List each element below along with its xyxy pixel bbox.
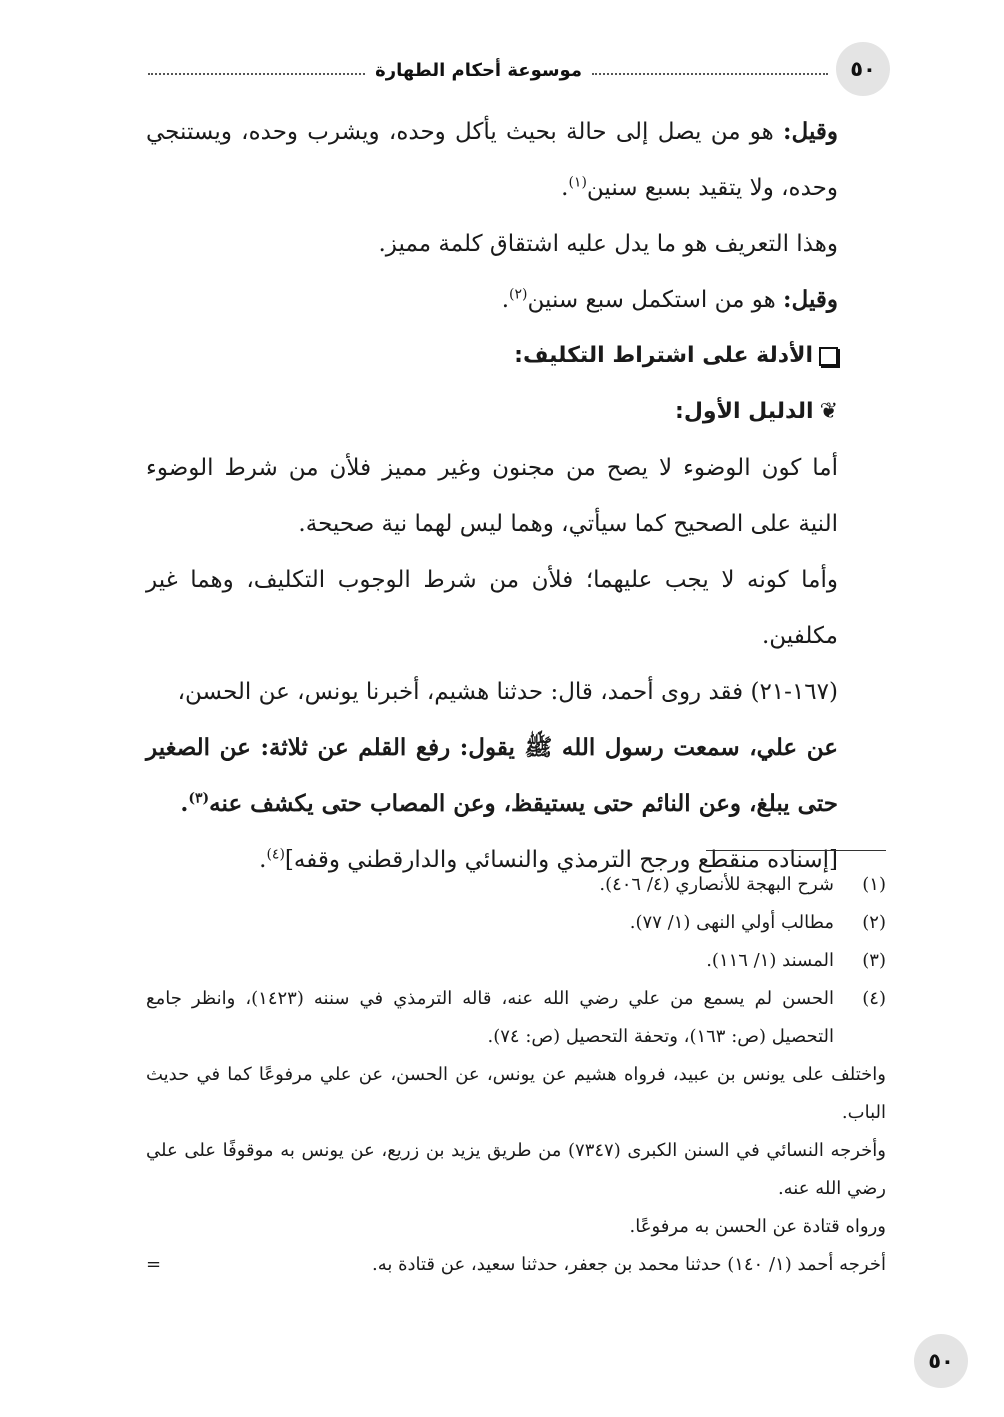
paragraph-definition-1: وقيل: هو من يصل إلى حالة بحيث يأكل وحده، ويشرب وحده، ويستنجي وحده، ولا يتقيد بسبع سنين$^{(١)}$. bbox=[146, 118, 838, 201]
paragraph-label: وقيل: bbox=[783, 286, 838, 313]
header-line bbox=[148, 58, 828, 82]
subsection-heading-text: الدليل الأول: bbox=[675, 399, 814, 424]
leaf-ornament-icon: ❦ bbox=[819, 399, 838, 424]
grading-text: [إسناده منقطع ورجح الترمذي والنسائي والدارقطني وقفه] bbox=[284, 847, 838, 873]
running-header bbox=[148, 42, 890, 96]
footnote-text: مطالب أولي النهى (١/ ٧٧). bbox=[629, 912, 834, 933]
footnote-text: الحسن لم يسمع من علي رضي الله عنه، قاله الترمذي في سننه (١٤٢٣)، وانظر جامع التحصيل (ص: ١٦٣)، وتحفة التحصيل (ص: ٧٤). bbox=[146, 988, 834, 1047]
footnote-continuation: أخرجه أحمد (١/ ١٤٠) حدثنا محمد بن جعفر، حدثنا سعيد، عن قتادة به. bbox=[371, 1254, 886, 1275]
paragraph-definition-2: وقيل: هو من استكمل سبع سنين$^{(٢)}$. bbox=[501, 286, 838, 313]
header-dots-left bbox=[148, 73, 365, 75]
footnote-separator bbox=[706, 850, 886, 851]
footnote-continuation: واختلف على يونس بن عبيد، فرواه هشيم عن يونس، عن الحسن، عن علي مرفوعًا كما في حديث الباب. bbox=[146, 1064, 886, 1123]
bottom-page-number-badge: ٥٠ bbox=[914, 1334, 968, 1388]
subsection-heading bbox=[146, 384, 886, 440]
footnote-continuation: ورواه قتادة عن الحسن به مرفوعًا. bbox=[629, 1216, 886, 1237]
footnote-number: (٣) bbox=[862, 950, 886, 971]
footnote-4 bbox=[146, 980, 886, 1056]
paragraph-label: وقيل: bbox=[783, 118, 838, 145]
footnote-ref[interactable]: (١) bbox=[568, 174, 587, 191]
footnote-ref[interactable]: (٣) bbox=[188, 790, 210, 807]
paragraph-obligation: وأما كونه لا يجب عليهما؛ فلأن من شرط الوجوب التكليف، وهما غير مكلفين. bbox=[146, 567, 838, 649]
header-dots-right bbox=[592, 73, 828, 75]
paragraph-isnad: (١٦٧-٢١) فقد روى أحمد، قال: حدثنا هشيم، أخبرنا يونس، عن الحسن، bbox=[177, 679, 838, 705]
paragraph-text: هو من يصل إلى حالة بحيث يأكل وحده، ويشرب وحده، ويستنجي وحده، ولا يتقيد بسبع سنين bbox=[146, 119, 838, 201]
hadith-text: عن علي، سمعت رسول الله ﷺ يقول: رفع القلم عن ثلاثة: عن الصغير حتى يبلغ، وعن النائم حتى يستيقظ، وعن المصاب حتى يكشف عنه bbox=[146, 734, 838, 817]
paragraph-hadith: عن علي، سمعت رسول الله ﷺ يقول: رفع القلم عن ثلاثة: عن الصغير حتى يبلغ، وعن النائم حتى يستيقظ، وعن المصاب حتى يكشف عنه$^{(٣)}$. bbox=[146, 734, 838, 817]
paragraph-derivation: وهذا التعريف هو ما يدل عليه اشتقاق كلمة مميز. bbox=[378, 231, 838, 257]
footnote-text: المسند (١/ ١١٦). bbox=[706, 950, 834, 971]
footnote-1 bbox=[146, 866, 886, 904]
footnote-ref[interactable]: (٢) bbox=[509, 286, 528, 303]
footnote-2 bbox=[146, 904, 886, 942]
footnote-number: (١) bbox=[862, 874, 886, 895]
footnote-continuation-last bbox=[146, 1246, 886, 1284]
footnote-text: شرح البهجة للأنصاري (٤/ ٤٠٦). bbox=[599, 874, 834, 895]
footnote-continuation: وأخرجه النسائي في السنن الكبرى (٧٣٤٧) من طريق يزيد بن زريع، عن يونس به موقوفًا على علي رضي الله عنه. bbox=[146, 1140, 886, 1199]
section-heading bbox=[146, 328, 886, 384]
footnote-number: (٤) bbox=[862, 988, 886, 1009]
page-number-badge: ٥٠ bbox=[836, 42, 890, 96]
checkbox-bullet-icon bbox=[819, 347, 838, 366]
section-heading-text: الأدلة على اشتراط التكليف: bbox=[514, 343, 813, 368]
continuation-mark: = bbox=[146, 1254, 162, 1275]
paragraph-text: هو من استكمل سبع سنين bbox=[527, 287, 776, 313]
header-title: موسوعة أحكام الطهارة bbox=[375, 59, 582, 81]
paragraph-grading: [إسناده منقطع ورجح الترمذي والنسائي والدارقطني وقفه]$^{(٤)}$. bbox=[259, 846, 838, 873]
footnotes bbox=[146, 866, 886, 1284]
main-text bbox=[146, 104, 886, 888]
paragraph-evidence: أما كون الوضوء لا يصح من مجنون وغير مميز فلأن من شرط الوضوء النية على الصحيح كما سيأتي، وهما ليس لهما نية صحيحة. bbox=[146, 455, 838, 537]
footnote-3 bbox=[146, 942, 886, 980]
footnote-number: (٢) bbox=[862, 912, 886, 933]
footnote-ref[interactable]: (٤) bbox=[266, 846, 285, 863]
